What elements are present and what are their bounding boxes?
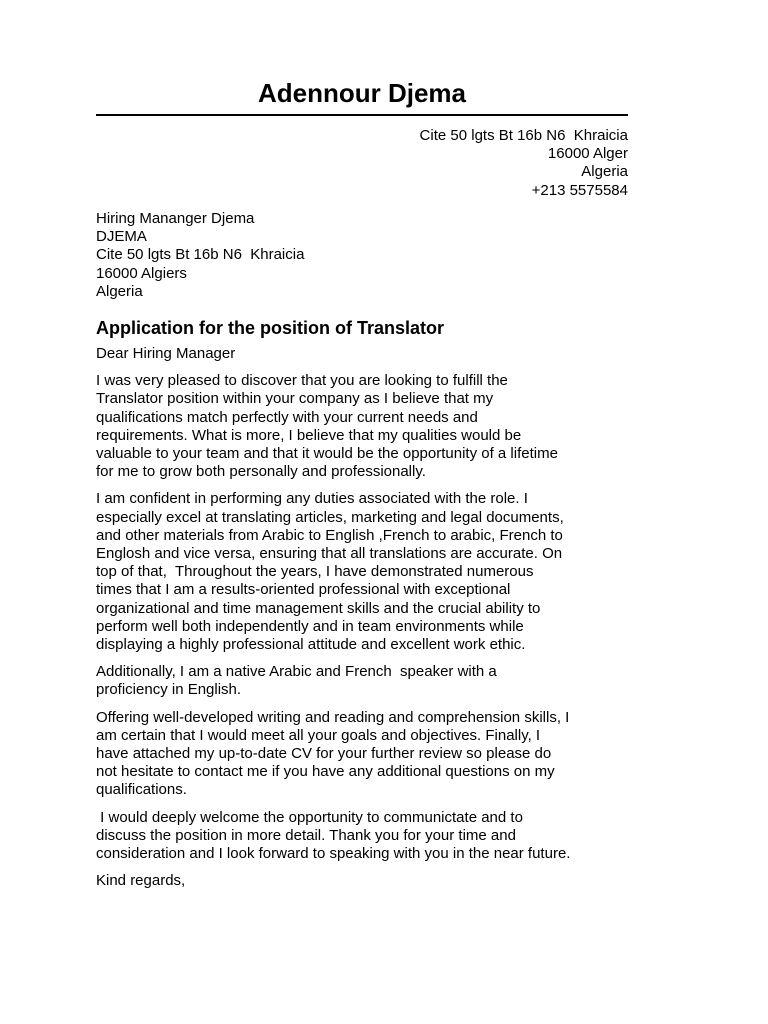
- paragraph-line: Englosh and vice versa, ensuring that all translations are accurate. On: [96, 545, 563, 563]
- recipient-company: DJEMA: [96, 228, 147, 246]
- paragraph-line: times that I am a results-oriented professional with exceptional: [96, 581, 511, 599]
- recipient-title: Hiring Mananger Djema: [96, 210, 255, 227]
- paragraph-line: am certain that I would meet all your goals and objectives. Finally, I: [96, 726, 541, 744]
- paragraph-line: perform well both independently and in team environments while: [96, 617, 524, 635]
- recipient-address-block: [96, 210, 496, 301]
- paragraph-line: I would deeply welcome the opportunity to communictate and to: [96, 808, 523, 826]
- recipient-postal-city: 16000 Algiers: [96, 264, 187, 282]
- paragraph-4: [96, 709, 632, 800]
- paragraph-line: Additionally, I am a native Arabic and French speaker with a: [96, 663, 497, 681]
- salutation: Dear Hiring Manager: [96, 345, 236, 362]
- paragraph-line: not hesitate to contact me if you have any additional questions on my: [96, 763, 555, 781]
- paragraph-line: valuable to your team and that it would be the opportunity of a lifetime: [96, 445, 558, 463]
- paragraph-line: displaying a highly professional attitude and excellent work ethic.: [96, 636, 526, 654]
- header-divider: [96, 114, 628, 116]
- letter-subject: Application for the position of Translator: [96, 318, 445, 338]
- paragraph-line: I was very pleased to discover that you are looking to fulfill the: [96, 372, 508, 390]
- paragraph-line: organizational and time management skills and the crucial ability to: [96, 599, 541, 617]
- letter-body: [96, 345, 632, 899]
- paragraph-2: [96, 490, 632, 654]
- sender-country: Algeria: [581, 163, 628, 181]
- paragraph-5: [96, 809, 632, 864]
- paragraph-line: I am confident in performing any duties associated with the role. I: [96, 490, 528, 508]
- sender-address-block: [330, 127, 628, 200]
- recipient-address-line: Cite 50 lgts Bt 16b N6 Khraicia: [96, 246, 305, 264]
- paragraph-line: consideration and I look forward to speaking with you in the near future.: [96, 845, 571, 863]
- paragraph-line: have attached my up-to-date CV for your further review so please do: [96, 745, 552, 763]
- paragraph-line: qualifications.: [96, 781, 187, 799]
- paragraph-line: especially excel at translating articles, marketing and legal documents,: [96, 508, 564, 526]
- paragraph-line: Offering well-developed writing and reading and comprehension skills, I: [96, 708, 570, 726]
- paragraph-line: discuss the position in more detail. Thank you for your time and: [96, 826, 516, 844]
- sender-address-line: Cite 50 lgts Bt 16b N6 Khraicia: [419, 127, 628, 144]
- applicant-name: Adennour Djema: [257, 78, 467, 108]
- paragraph-line: for me to grow both personally and professionally.: [96, 463, 426, 481]
- paragraph-3: [96, 663, 632, 699]
- paragraph-line: Translator position within your company as I believe that my: [96, 390, 494, 408]
- paragraph-line: top of that, Throughout the years, I have demonstrated numerous: [96, 563, 534, 581]
- closing: Kind regards,: [96, 872, 186, 890]
- recipient-country: Algeria: [96, 282, 143, 300]
- paragraph-line: requirements. What is more, I believe that my qualities would be: [96, 426, 522, 444]
- paragraph-line: proficiency in English.: [96, 681, 242, 699]
- sender-phone: +213 5575584: [531, 181, 628, 199]
- paragraph-1: [96, 372, 632, 481]
- paragraph-line: and other materials from Arabic to English ,French to arabic, French to: [96, 526, 563, 544]
- sender-postal-city: 16000 Alger: [547, 145, 628, 163]
- paragraph-line: qualifications match perfectly with your current needs and: [96, 408, 478, 426]
